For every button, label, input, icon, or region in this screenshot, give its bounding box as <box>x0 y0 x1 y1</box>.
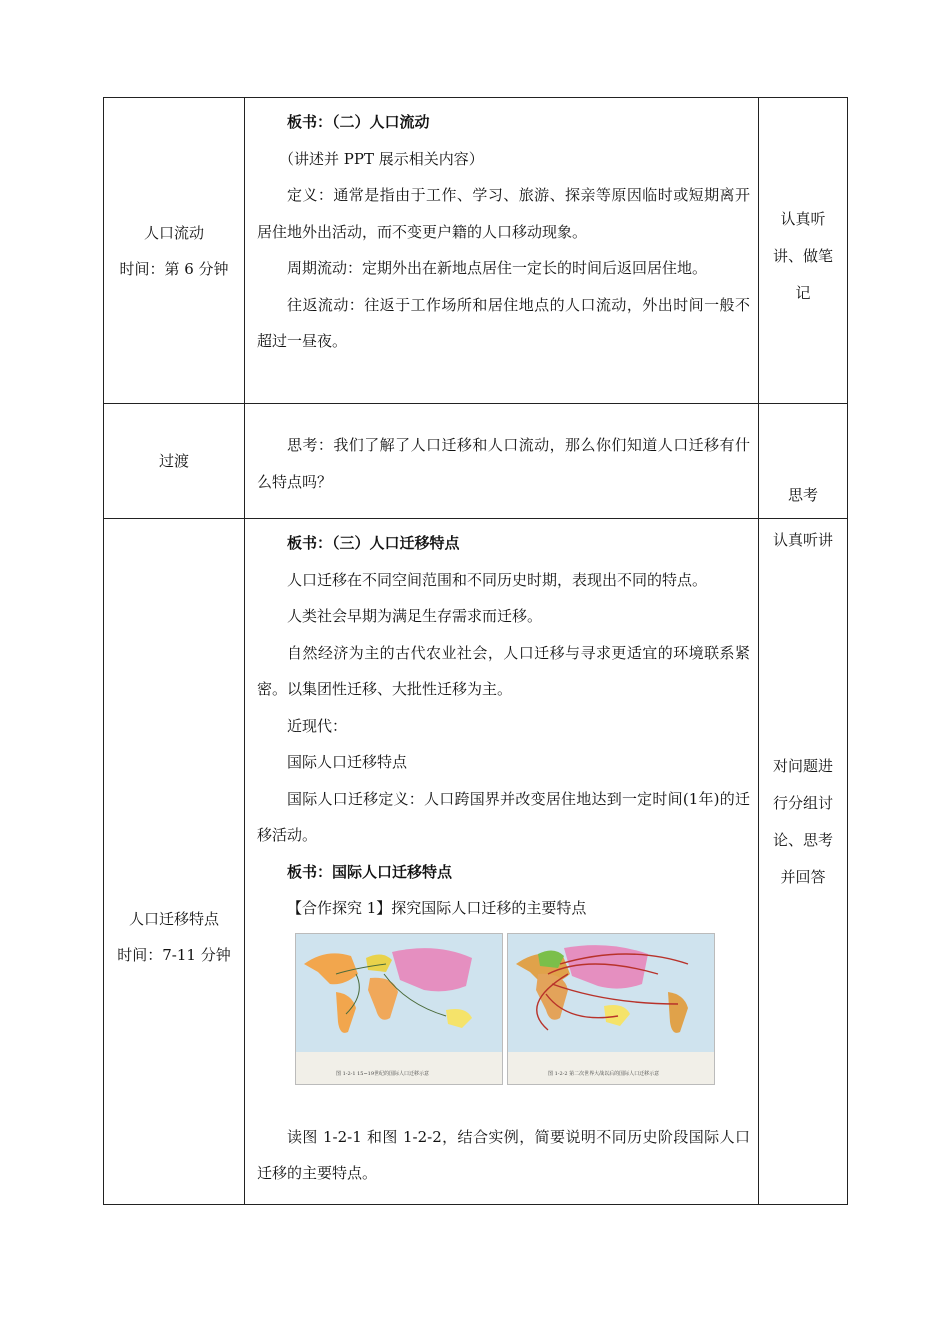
map-land-americas-south <box>668 992 688 1033</box>
row-topic: 人口迁移特点 <box>128 909 219 928</box>
student-activity-line: 认真听 <box>780 210 826 228</box>
student-activity-line: 认真听讲 <box>772 531 833 549</box>
map-land-africa <box>368 977 398 1019</box>
row-content-cell <box>245 519 759 1205</box>
content-paragraph: 往返流动：往返于工作场所和居住地点的人口流动，外出时间一般不超过一昼夜。 <box>257 295 750 350</box>
migration-maps <box>295 933 750 1085</box>
map-legend <box>296 1052 502 1084</box>
student-activity-line: 思考 <box>787 486 818 504</box>
map-land-oceania <box>446 1009 472 1028</box>
content-paragraph: 国际人口迁移特点 <box>287 753 408 771</box>
content-paragraph: （讲述并 PPT 展示相关内容） <box>279 149 484 168</box>
row-content-cell <box>245 404 759 519</box>
lesson-table <box>103 97 848 1205</box>
student-activity-line: 论、思考 <box>772 831 833 849</box>
world-map-1 <box>296 934 502 1052</box>
student-activity-line: 行分组讨 <box>772 794 833 812</box>
content-paragraph: 人口迁移在不同空间范围和不同历史时期，表现出不同的特点。 <box>287 570 708 589</box>
content-paragraph: 近现代： <box>287 716 348 735</box>
content-paragraph: 读图 1-2-1 和图 1-2-2，结合实例，简要说明不同历史阶段国际人口迁移的主要特点。 <box>257 1127 750 1182</box>
content-paragraph: 【合作探究 1】探究国际人口迁移的主要特点 <box>287 899 587 917</box>
student-activity-cell <box>759 519 848 1205</box>
migration-map-15-19th <box>295 933 503 1085</box>
table-row-transition <box>104 404 848 519</box>
row-topic-cell <box>104 98 245 404</box>
row-time: 时间：7-11 分钟 <box>117 945 231 964</box>
table-row-population-flow <box>104 98 848 404</box>
row-topic: 人口流动 <box>143 223 204 242</box>
content-paragraph: 自然经济为主的古代农业社会，人口迁移与寻求更适宜的环境联系紧密。以集团性迁移、大批性迁移为主。 <box>257 643 750 698</box>
map-legend <box>508 1052 714 1084</box>
map-land-americas-north <box>304 953 358 984</box>
map-caption: 图 1-2-1 15~19世纪的国际人口迁移示意 <box>336 1070 430 1077</box>
row-topic: 过渡 <box>158 452 189 470</box>
board-heading: 板书：国际人口迁移特点 <box>287 862 453 881</box>
migration-map-post-ww2 <box>507 933 715 1085</box>
row-topic-cell <box>104 404 245 519</box>
board-heading: 板书：（三）人口迁移特点 <box>287 534 460 552</box>
student-activity-line: 并回答 <box>780 868 826 886</box>
map-land-asia <box>564 945 648 988</box>
map-land-europe <box>366 954 392 972</box>
student-activity-line: 讲、做笔 <box>772 247 833 265</box>
map-land-asia <box>392 948 472 991</box>
table-row-migration-features <box>104 519 848 1205</box>
row-topic-cell <box>104 519 245 1205</box>
student-activity-line: 对问题进 <box>772 757 833 775</box>
content-paragraph: 定义：通常是指由于工作、学习、旅游、探亲等原因临时或短期离开居住地外出活动，而不变更户籍的人口移动现象。 <box>257 186 750 241</box>
content-paragraph: 思考：我们了解了人口迁移和人口流动，那么你们知道人口迁移有什么特点吗？ <box>257 436 750 491</box>
student-activity-cell <box>759 98 848 404</box>
content-paragraph: 人类社会早期为满足生存需求而迁移。 <box>287 607 543 625</box>
row-time: 时间：第 6 分钟 <box>119 259 229 278</box>
content-paragraph: 国际人口迁移定义：人口跨国界并改变居住地达到一定时间(1年)的迁移活动。 <box>257 789 750 844</box>
row-content-cell <box>245 98 759 404</box>
student-activity-line: 记 <box>795 284 811 302</box>
world-map-2 <box>508 934 714 1052</box>
content-paragraph: 周期流动：定期外出在新地点居住一定长的时间后返回居住地。 <box>287 259 708 277</box>
board-heading: 板书：（二）人口流动 <box>287 113 430 131</box>
map-caption: 图 1-2-2 第二次世界大战以后的国际人口迁移示意 <box>548 1070 660 1077</box>
student-activity-cell <box>759 404 848 519</box>
map-land-americas-south <box>336 992 356 1033</box>
